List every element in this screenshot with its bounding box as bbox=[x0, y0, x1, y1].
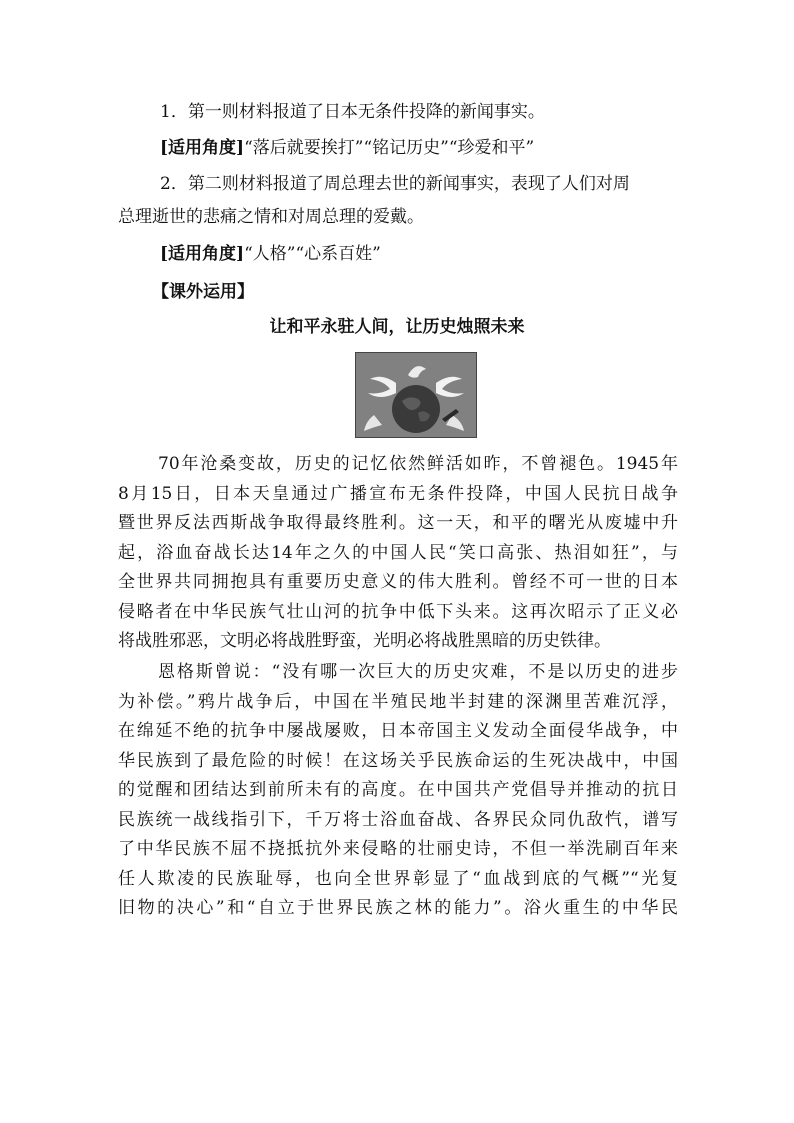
angle-1-text: “落后就要挨打”“铭记历史”“珍爱和平” bbox=[244, 138, 535, 158]
angle-1 bbox=[160, 136, 680, 160]
paragraph-1-line: 70年沧桑变故，历史的记忆依然鲜活如昨，不曾褪色。1945年 bbox=[158, 454, 678, 474]
paragraph-2-line: 为补偿。”鸦片战争后，中国在半殖民地半封建的深渊里苦难沉浮， bbox=[118, 691, 678, 712]
item-1: 1．第一则材料报道了日本无条件投降的新闻事实。 bbox=[160, 102, 545, 122]
section-heading: 【课外运用】 bbox=[152, 282, 254, 302]
paragraph-2-line: 恩格斯曾说：“没有哪一次巨大的历史灾难，不是以历史的进步 bbox=[158, 662, 678, 682]
paragraph-2-line: 民族统一战线指引下，千万将士浴血奋战、各界民众同仇敌忾，谱写 bbox=[118, 809, 678, 830]
illustration-svg bbox=[356, 353, 476, 437]
paragraph-1-line: 将战胜邪恶，文明必将战胜野蛮，光明必将战胜黑暗的历史铁律。 bbox=[118, 631, 611, 651]
angle-2-tag: [适用角度] bbox=[160, 244, 245, 264]
item-2-line-2: 总理逝世的悲痛之情和对周总理的爱戴。 bbox=[118, 207, 424, 227]
paragraph-1-line: 全世界共同拥抱具有重要历史意义的伟大胜利。曾经不可一世的日本 bbox=[118, 572, 678, 592]
paragraph-1-line: 起，浴血奋战长达14年之久的中国人民“笑口高张、热泪如狂”，与 bbox=[118, 542, 678, 563]
paragraph-2-line: 在绵延不绝的抗争中屡战屡败，日本帝国主义发动全面侵华战争，中 bbox=[118, 721, 678, 741]
angle-2-text: “人格”“心系百姓” bbox=[244, 244, 381, 264]
paragraph-2-line: 的觉醒和团结达到前所未有的高度。在中国共产党倡导并推动的抗日 bbox=[118, 780, 678, 800]
paragraph-1-line: 暨世界反法西斯战争取得最终胜利。这一天，和平的曙光从废墟中升 bbox=[118, 513, 678, 533]
paragraph-1-line: 8月15日，日本天皇通过广播宣布无条件投降，中国人民抗日战争 bbox=[118, 483, 678, 504]
article-paragraph-1 bbox=[118, 450, 678, 657]
peace-doves-globe-illustration bbox=[355, 352, 477, 438]
paragraph-2-line: 任人欺凌的民族耻辱，也向全世界彰显了“血战到底的气概”“光复 bbox=[118, 868, 678, 889]
paragraph-2-line: 旧物的决心”和“自立于世界民族之林的能力”。浴火重生的中华民 bbox=[118, 898, 678, 918]
item-2-line-1: 2．第二则材料报道了周总理去世的新闻事实，表现了人们对周 bbox=[160, 174, 630, 194]
paragraph-2-line: 了中华民族不屈不挠抵抗外来侵略的壮丽史诗，不但一举洗刷百年来 bbox=[118, 839, 678, 859]
angle-2 bbox=[160, 242, 680, 266]
angle-1-tag: [适用角度] bbox=[160, 138, 245, 158]
article-paragraph-2 bbox=[118, 658, 678, 924]
article-title: 让和平永驻人间，让历史烛照未来 bbox=[269, 317, 525, 337]
paragraph-1-line: 侵略者在中华民族气壮山河的抗争中低下头来。这再次昭示了正义必 bbox=[118, 601, 678, 622]
paragraph-2-line: 华民族到了最危险的时候！在这场关乎民族命运的生死决战中，中国 bbox=[118, 750, 678, 771]
